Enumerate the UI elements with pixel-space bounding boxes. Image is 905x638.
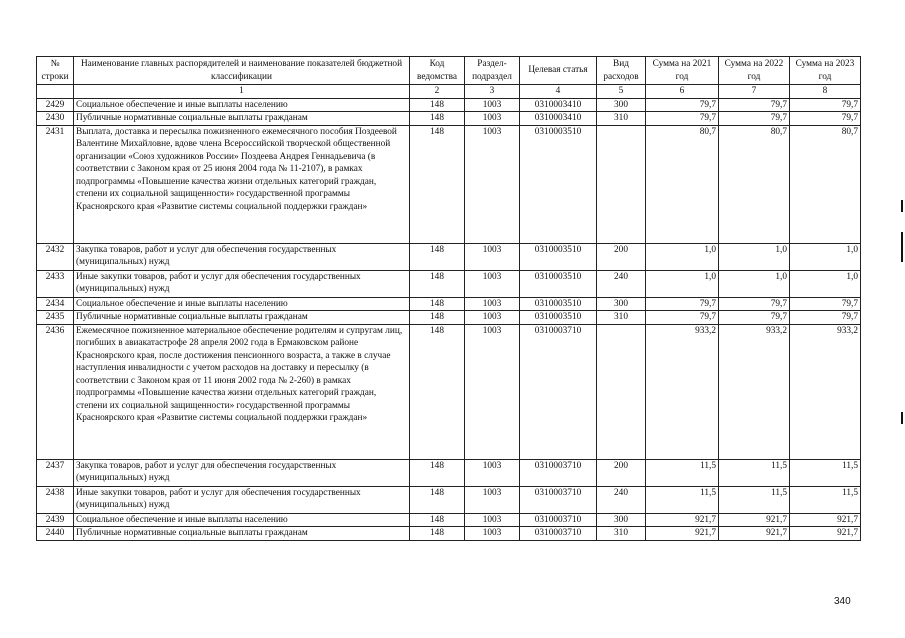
department-code: 148 <box>410 513 465 527</box>
sum-2021: 1,0 <box>646 243 719 270</box>
row-name: Социальное обеспечение и иные выплаты населению <box>74 98 410 112</box>
target-article: 0310003710 <box>520 459 597 486</box>
row-number: 2439 <box>37 513 74 527</box>
department-code: 148 <box>410 112 465 126</box>
sum-2022: 11,5 <box>719 459 790 486</box>
table-row <box>37 98 861 112</box>
row-number: 2434 <box>37 297 74 311</box>
sum-2021: 79,7 <box>646 297 719 311</box>
column-number: 5 <box>597 85 646 99</box>
table-row <box>37 297 861 311</box>
expense-type: 310 <box>597 311 646 325</box>
department-code: 148 <box>410 297 465 311</box>
section-code: 1003 <box>465 270 520 297</box>
row-number: 2432 <box>37 243 74 270</box>
budget-table <box>36 56 861 541</box>
sum-2021: 1,0 <box>646 270 719 297</box>
target-article: 0310003710 <box>520 324 597 459</box>
row-number: 2436 <box>37 324 74 459</box>
sum-2023: 921,7 <box>790 527 861 541</box>
sum-2022: 79,7 <box>719 297 790 311</box>
department-code: 148 <box>410 270 465 297</box>
sum-2023: 921,7 <box>790 513 861 527</box>
row-number: 2431 <box>37 125 74 243</box>
department-code: 148 <box>410 459 465 486</box>
row-number: 2429 <box>37 98 74 112</box>
expense-type: 200 <box>597 243 646 270</box>
expense-type <box>597 125 646 243</box>
sum-2023: 79,7 <box>790 112 861 126</box>
header-row <box>37 57 861 85</box>
sum-2023: 1,0 <box>790 270 861 297</box>
department-code: 148 <box>410 98 465 112</box>
section-code: 1003 <box>465 527 520 541</box>
table-row <box>37 486 861 513</box>
binder-mark <box>901 412 903 424</box>
sum-2022: 921,7 <box>719 527 790 541</box>
row-number: 2440 <box>37 527 74 541</box>
column-number: 8 <box>790 85 861 99</box>
section-code: 1003 <box>465 486 520 513</box>
target-article: 0310003510 <box>520 125 597 243</box>
target-article: 0310003410 <box>520 98 597 112</box>
row-name: Иные закупки товаров, работ и услуг для обеспечения государственных (муниципальных) нужд <box>74 270 410 297</box>
row-name: Социальное обеспечение и иные выплаты населению <box>74 513 410 527</box>
row-name: Выплата, доставка и пересылка пожизненного ежемесячного пособия Поздеевой Валентине Михайловне, вдове члена Всероссийской творческой общественной организации «Союз художников России» Поздеева Андрея Геннадьевича (в соответствии с Законом края от 25 июня 2004 года № 11-2107), в рамках подпрограммы «Повышение качества жизни отдельных категорий граждан, степени их социальной защищенности» государственной программы Красноярского края «Развитие системы социальной поддержки граждан» <box>74 125 410 243</box>
budget-table-wrapper <box>36 56 860 541</box>
sum-2022: 933,2 <box>719 324 790 459</box>
sum-2023: 11,5 <box>790 486 861 513</box>
table-row <box>37 112 861 126</box>
sum-2023: 933,2 <box>790 324 861 459</box>
sum-2022: 79,7 <box>719 311 790 325</box>
sum-2023: 80,7 <box>790 125 861 243</box>
target-article: 0310003510 <box>520 297 597 311</box>
column-number: 2 <box>410 85 465 99</box>
sum-2023: 79,7 <box>790 297 861 311</box>
sum-2021: 79,7 <box>646 112 719 126</box>
sum-2022: 1,0 <box>719 243 790 270</box>
table-row <box>37 270 861 297</box>
row-number: 2433 <box>37 270 74 297</box>
sum-2021: 921,7 <box>646 513 719 527</box>
column-number: 3 <box>465 85 520 99</box>
section-code: 1003 <box>465 311 520 325</box>
binder-mark <box>901 232 903 262</box>
sum-2021: 79,7 <box>646 311 719 325</box>
expense-type <box>597 324 646 459</box>
header-sum-2021: Сумма на 2021 год <box>646 57 719 85</box>
header-row-number: № строки <box>37 57 74 85</box>
table-row <box>37 324 861 459</box>
sum-2023: 1,0 <box>790 243 861 270</box>
row-name: Публичные нормативные социальные выплаты гражданам <box>74 527 410 541</box>
sum-2023: 79,7 <box>790 311 861 325</box>
row-name: Ежемесячное пожизненное материальное обеспечение родителям и супругам лиц, погибших в авиакатастрофе 28 апреля 2002 года в Ермаковском районе Красноярского края, после достижения пенсионного возраста, а также в случае наступления инвалидности с учетом расходов на доставку и пересылку (в соответствии с Законом края от 11 июня 2002 года № 2-260) в рамках подпрограммы «Повышение качества жизни отдельных категорий граждан, степени их социальной защищенности» государственной программы Красноярского края «Развитие системы социальной поддержки граждан» <box>74 324 410 459</box>
header-section: Раздел-подраздел <box>465 57 520 85</box>
row-number: 2437 <box>37 459 74 486</box>
target-article: 0310003710 <box>520 486 597 513</box>
department-code: 148 <box>410 311 465 325</box>
sum-2023: 79,7 <box>790 98 861 112</box>
row-name: Социальное обеспечение и иные выплаты населению <box>74 297 410 311</box>
expense-type: 240 <box>597 486 646 513</box>
sum-2022: 11,5 <box>719 486 790 513</box>
expense-type: 300 <box>597 297 646 311</box>
row-name: Закупка товаров, работ и услуг для обеспечения государственных (муниципальных) нужд <box>74 459 410 486</box>
page-number: 340 <box>834 596 851 607</box>
target-article: 0310003510 <box>520 311 597 325</box>
sum-2021: 921,7 <box>646 527 719 541</box>
sum-2022: 80,7 <box>719 125 790 243</box>
department-code: 148 <box>410 324 465 459</box>
table-row <box>37 459 861 486</box>
sum-2021: 11,5 <box>646 486 719 513</box>
department-code: 148 <box>410 243 465 270</box>
target-article: 0310003510 <box>520 243 597 270</box>
row-name: Публичные нормативные социальные выплаты гражданам <box>74 112 410 126</box>
section-code: 1003 <box>465 297 520 311</box>
section-code: 1003 <box>465 125 520 243</box>
target-article: 0310003710 <box>520 527 597 541</box>
target-article: 0310003410 <box>520 112 597 126</box>
sum-2021: 80,7 <box>646 125 719 243</box>
table-body <box>37 98 861 540</box>
row-number: 2438 <box>37 486 74 513</box>
row-name: Публичные нормативные социальные выплаты гражданам <box>74 311 410 325</box>
section-code: 1003 <box>465 513 520 527</box>
expense-type: 300 <box>597 98 646 112</box>
header-sum-2023: Сумма на 2023 год <box>790 57 861 85</box>
table-header <box>37 57 861 99</box>
department-code: 148 <box>410 527 465 541</box>
target-article: 0310003710 <box>520 513 597 527</box>
section-code: 1003 <box>465 98 520 112</box>
sum-2021: 11,5 <box>646 459 719 486</box>
column-number-blank <box>37 85 74 99</box>
column-number: 6 <box>646 85 719 99</box>
table-row <box>37 527 861 541</box>
expense-type: 310 <box>597 527 646 541</box>
header-expense-type: Вид расходов <box>597 57 646 85</box>
target-article: 0310003510 <box>520 270 597 297</box>
row-name: Закупка товаров, работ и услуг для обеспечения государственных (муниципальных) нужд <box>74 243 410 270</box>
column-number: 7 <box>719 85 790 99</box>
section-code: 1003 <box>465 112 520 126</box>
header-name: Наименование главных распорядителей и наименование показателей бюджетной классификации <box>74 57 410 85</box>
table-row <box>37 125 861 243</box>
expense-type: 300 <box>597 513 646 527</box>
column-number-row <box>37 85 861 99</box>
expense-type: 240 <box>597 270 646 297</box>
binder-mark <box>901 200 903 212</box>
department-code: 148 <box>410 486 465 513</box>
sum-2022: 79,7 <box>719 112 790 126</box>
header-department-code: Код ведомства <box>410 57 465 85</box>
sum-2021: 933,2 <box>646 324 719 459</box>
header-target-article: Целевая статья <box>520 57 597 85</box>
sum-2022: 79,7 <box>719 98 790 112</box>
section-code: 1003 <box>465 243 520 270</box>
row-name: Иные закупки товаров, работ и услуг для обеспечения государственных (муниципальных) нужд <box>74 486 410 513</box>
expense-type: 200 <box>597 459 646 486</box>
section-code: 1003 <box>465 459 520 486</box>
row-number: 2435 <box>37 311 74 325</box>
section-code: 1003 <box>465 324 520 459</box>
column-number: 4 <box>520 85 597 99</box>
expense-type: 310 <box>597 112 646 126</box>
column-number: 1 <box>74 85 410 99</box>
header-sum-2022: Сумма на 2022 год <box>719 57 790 85</box>
sum-2021: 79,7 <box>646 98 719 112</box>
table-row <box>37 243 861 270</box>
department-code: 148 <box>410 125 465 243</box>
sum-2023: 11,5 <box>790 459 861 486</box>
sum-2022: 1,0 <box>719 270 790 297</box>
table-row <box>37 513 861 527</box>
row-number: 2430 <box>37 112 74 126</box>
sum-2022: 921,7 <box>719 513 790 527</box>
table-row <box>37 311 861 325</box>
